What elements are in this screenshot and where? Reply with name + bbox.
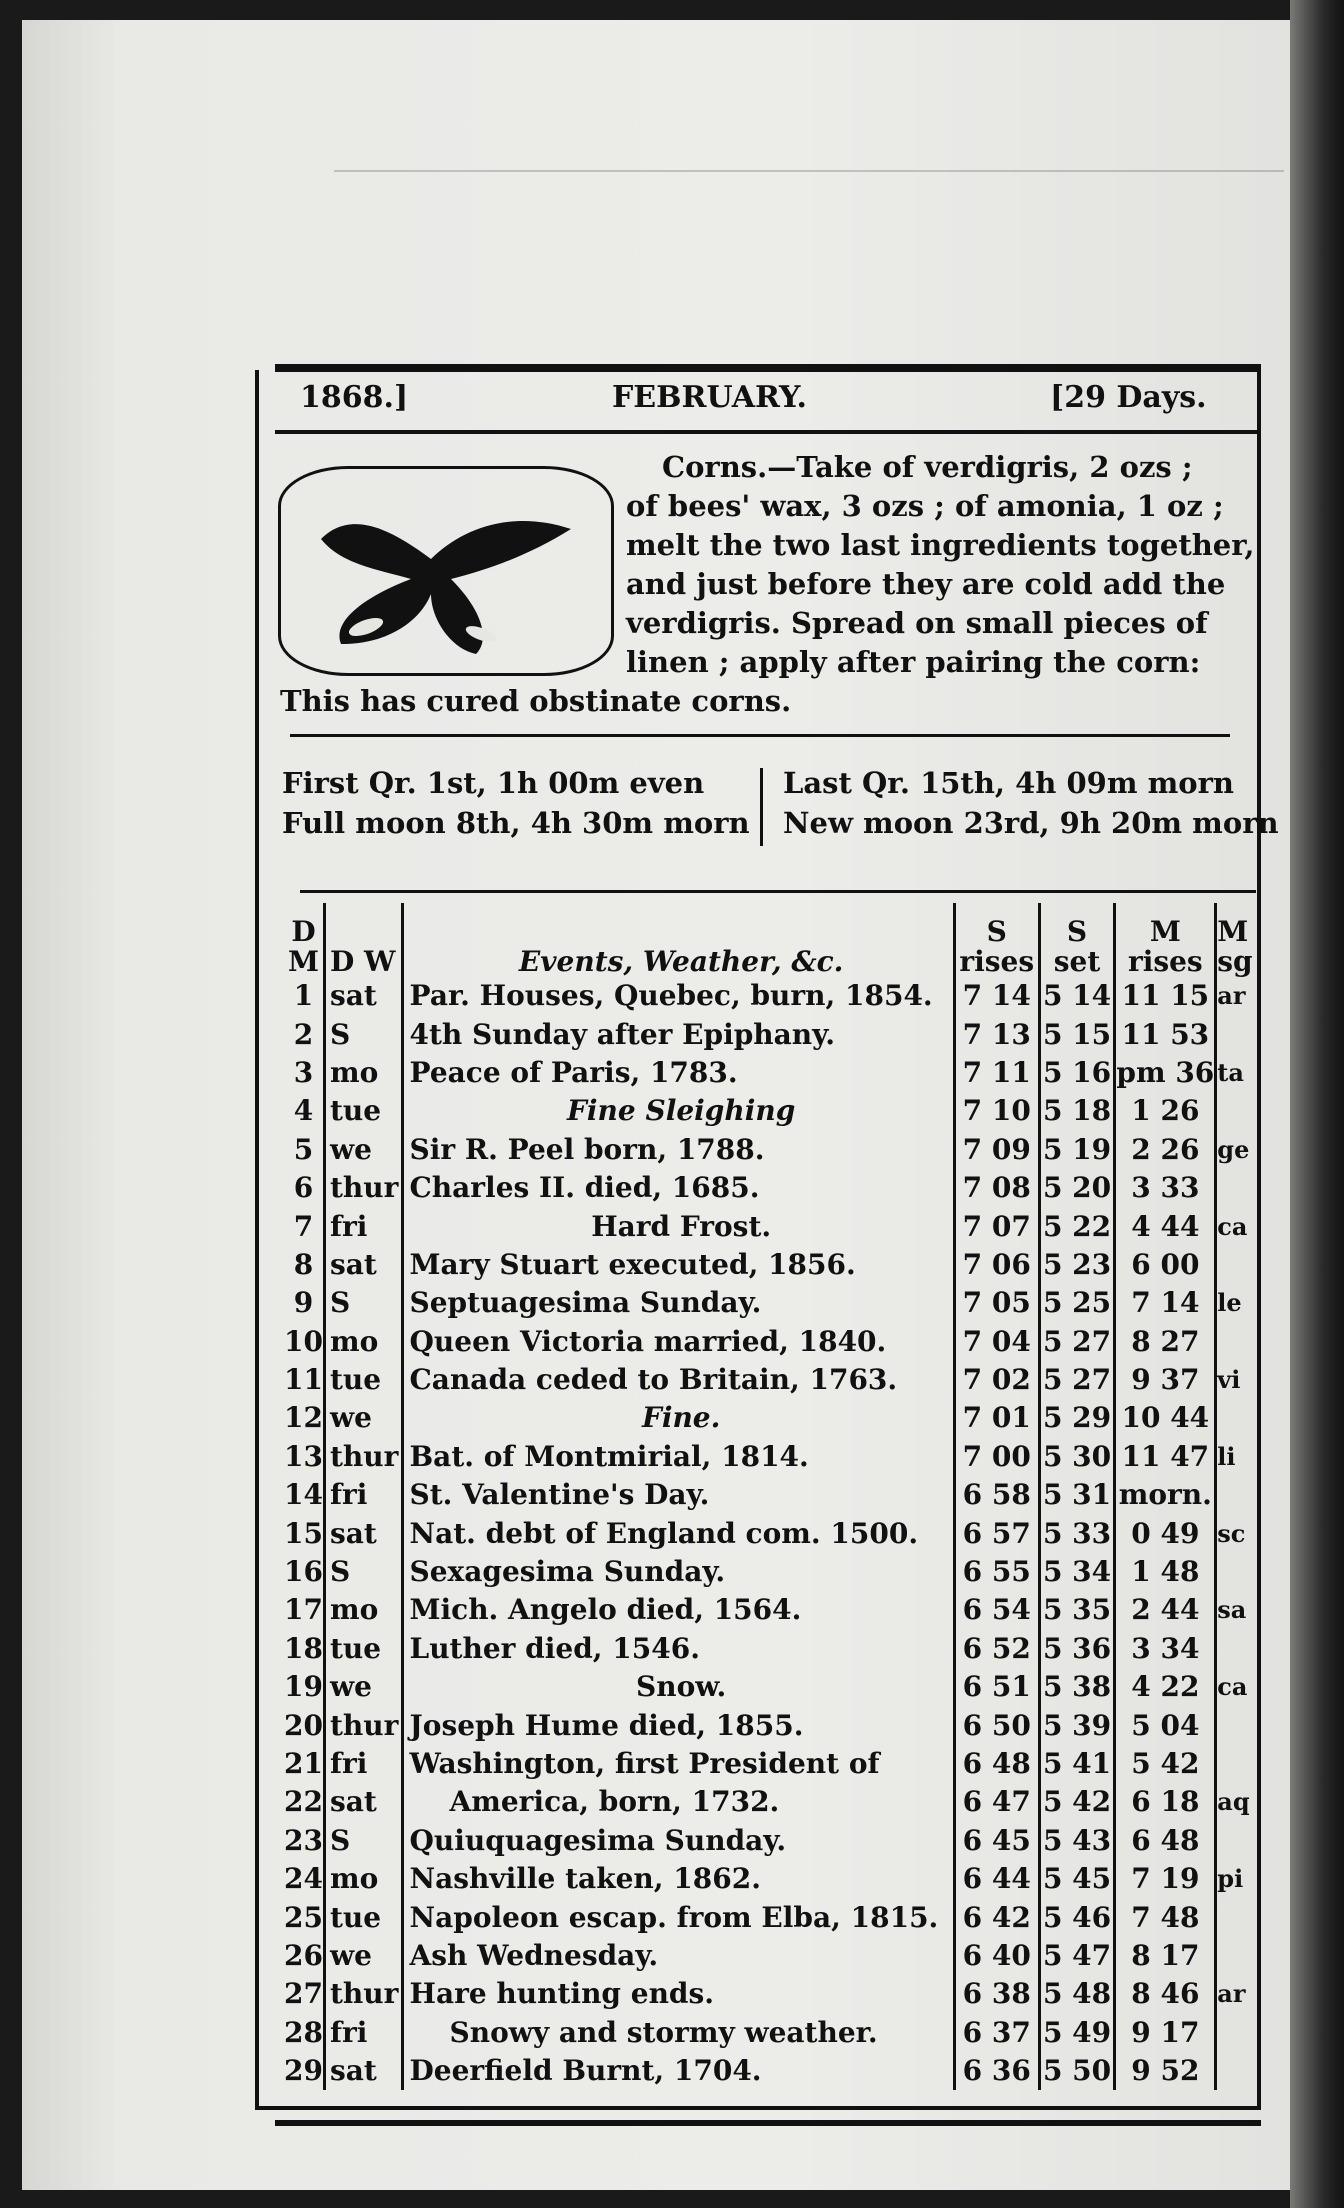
moon-rises: 2 44 [1115,1591,1216,1629]
fly-illustration-frame [278,466,614,676]
moon-sign: sa [1217,1595,1247,1625]
day-of-week: tue [324,1361,402,1399]
day-of-month: 28 [284,2014,324,2052]
sun-set: 5 27 [1039,1361,1115,1399]
day-of-week: fri [324,2014,402,2052]
moon-rises: 10 44 [1115,1399,1216,1437]
event-text: Fine. [641,1401,721,1435]
table-row [284,2052,1254,2090]
moon-rises: 8 46 [1115,1975,1216,2013]
moon-sign [1216,1745,1254,1783]
table-row [284,1937,1254,1975]
sun-rises: 6 40 [954,1937,1039,1975]
moon-rises: 9 17 [1115,2014,1216,2052]
day-of-month: 11 [284,1361,324,1399]
moon-sign [1216,1323,1254,1361]
sun-rises: 6 45 [954,1822,1039,1860]
sun-set: 5 39 [1039,1706,1115,1744]
moon-rises: 4 44 [1115,1207,1216,1245]
moon-rises: 9 37 [1115,1361,1216,1399]
sun-rises: 7 00 [954,1438,1039,1476]
sun-set: 5 19 [1039,1131,1115,1169]
calendar-body [284,977,1254,2090]
sun-set: 5 14 [1039,977,1115,1015]
moon-sign [1216,1169,1254,1207]
day-of-month: 24 [284,1860,324,1898]
moon-sign: vi [1217,1365,1241,1395]
day-of-week: S [324,1284,402,1322]
sun-rises: 7 11 [954,1054,1039,1092]
sun-set: 5 41 [1039,1745,1115,1783]
month-header [290,380,1250,426]
day-of-month: 17 [284,1591,324,1629]
sun-set: 5 34 [1039,1553,1115,1591]
event-text: Snowy and stormy weather. [449,2015,878,2049]
full-moon: Full moon 8th, 4h 30m morn [282,806,750,840]
header-rule [275,430,1261,434]
moon-sign [1216,1898,1254,1936]
bottom-border [275,2120,1261,2126]
event-text: Canada ceded to Britain, 1763. [409,1363,898,1397]
day-of-month: 14 [284,1476,324,1514]
table-row [284,1822,1254,1860]
day-of-month: 13 [284,1438,324,1476]
book-spine [1290,0,1344,2208]
moon-sign [1216,1399,1254,1437]
sun-rises: 6 52 [954,1630,1039,1668]
event-text: Septuagesima Sunday. [409,1286,762,1320]
moon-rises: 11 47 [1115,1438,1216,1476]
day-of-week: mo [324,1323,402,1361]
moon-sign [1216,2052,1254,2090]
sun-rises: 6 55 [954,1553,1039,1591]
day-of-month: 15 [284,1514,324,1552]
table-row [284,1898,1254,1936]
sun-rises: 7 06 [954,1246,1039,1284]
moon-rises: 0 49 [1115,1514,1216,1552]
table-header-row [284,903,1254,977]
sun-set: 5 46 [1039,1898,1115,1936]
table-row [284,1169,1254,1207]
event-text: Quiuquagesima Sunday. [409,1823,787,1857]
sun-rises: 6 58 [954,1476,1039,1514]
phase-divider [760,768,763,846]
sun-set: 5 29 [1039,1399,1115,1437]
day-of-week: thur [324,1706,402,1744]
fly-icon [281,469,611,673]
recipe-line: This has cured obstinate corns. [280,684,792,718]
table-row [284,1668,1254,1706]
event-text: Nashville taken, 1862. [409,1862,761,1896]
event-text: Sir R. Peel born, 1788. [409,1132,765,1166]
col-header-sun-rises: S rises [954,903,1039,977]
event-text: Peace of Paris, 1783. [409,1055,738,1089]
day-of-week: S [324,1015,402,1053]
day-of-week: we [324,1937,402,1975]
sun-rises: 6 57 [954,1514,1039,1552]
moon-sign [1216,1015,1254,1053]
day-of-month: 20 [284,1706,324,1744]
moon-sign: pi [1217,1864,1244,1894]
day-of-month: 21 [284,1745,324,1783]
event-text: Luther died, 1546. [409,1631,700,1665]
sun-set: 5 15 [1039,1015,1115,1053]
sun-set: 5 25 [1039,1284,1115,1322]
table-row [284,1284,1254,1322]
event-text: Joseph Hume died, 1855. [409,1708,804,1742]
day-of-month: 3 [284,1054,324,1092]
moon-sign: ca [1217,1672,1248,1702]
sun-set: 5 50 [1039,2052,1115,2090]
event-text: Fine Sleighing [567,1094,796,1128]
day-of-week: mo [324,1591,402,1629]
day-of-week: thur [324,1975,402,2013]
sun-set: 5 22 [1039,1207,1115,1245]
table-row [284,1015,1254,1053]
last-quarter: Last Qr. 15th, 4h 09m morn [783,766,1234,800]
moon-sign [1216,1553,1254,1591]
day-of-month: 29 [284,2052,324,2090]
table-row [284,1207,1254,1245]
table-row [284,1399,1254,1437]
sun-rises: 6 38 [954,1975,1039,2013]
day-of-month: 7 [284,1207,324,1245]
day-of-week: sat [324,2052,402,2090]
moon-rises: 8 27 [1115,1323,1216,1361]
sun-rises: 7 10 [954,1092,1039,1130]
sun-set: 5 33 [1039,1514,1115,1552]
sun-rises: 7 01 [954,1399,1039,1437]
day-of-month: 12 [284,1399,324,1437]
day-of-week: we [324,1668,402,1706]
moon-sign [1216,1246,1254,1284]
recipe-line: and just before they are cold add the [626,567,1226,601]
event-text: Hard Frost. [591,1209,772,1243]
table-row [284,1514,1254,1552]
day-of-week: fri [324,1207,402,1245]
sun-set: 5 20 [1039,1169,1115,1207]
sun-set: 5 48 [1039,1975,1115,2013]
day-of-week: fri [324,1476,402,1514]
moon-rises: 9 52 [1115,2052,1216,2090]
day-of-week: mo [324,1860,402,1898]
sun-rises: 7 09 [954,1131,1039,1169]
sun-set: 5 30 [1039,1438,1115,1476]
sun-rises: 7 05 [954,1284,1039,1322]
table-row [284,1131,1254,1169]
moon-sign: ar [1217,981,1246,1011]
new-moon: New moon 23rd, 9h 20m morn [783,806,1279,840]
bleed-through-text [334,170,1284,380]
moon-rises: 4 22 [1115,1668,1216,1706]
sun-rises: 6 44 [954,1860,1039,1898]
day-of-month: 23 [284,1822,324,1860]
day-of-week: we [324,1131,402,1169]
col-header-dm: D M [284,903,324,977]
event-text: St. Valentine's Day. [409,1478,710,1512]
day-of-week: thur [324,1169,402,1207]
day-of-week: sat [324,1246,402,1284]
day-of-week: tue [324,1092,402,1130]
day-of-month: 8 [284,1246,324,1284]
day-of-week: thur [324,1438,402,1476]
event-text: Mich. Angelo died, 1564. [409,1593,802,1627]
year-label: 1868.] [300,380,409,415]
moon-sign [1216,2014,1254,2052]
table-row [284,1553,1254,1591]
recipe-line: Corns.—Take of verdigris, 2 ozs ; [662,450,1193,484]
moon-rises: 3 33 [1115,1169,1216,1207]
day-of-month: 5 [284,1131,324,1169]
day-of-month: 19 [284,1668,324,1706]
event-text: Washington, first President of [409,1747,880,1780]
event-text: Queen Victoria married, 1840. [409,1324,887,1358]
event-text: Deerfield Burnt, 1704. [409,2054,762,2088]
sun-set: 5 18 [1039,1092,1115,1130]
moon-sign: ca [1217,1211,1248,1241]
days-count: [29 Days. [1050,380,1207,415]
sun-rises: 7 08 [954,1169,1039,1207]
moon-rises: 11 15 [1115,977,1216,1015]
day-of-month: 1 [284,977,324,1015]
table-row [284,1783,1254,1821]
sun-set: 5 38 [1039,1668,1115,1706]
day-of-week: we [324,1399,402,1437]
moon-rises: 3 34 [1115,1630,1216,1668]
sun-set: 5 43 [1039,1822,1115,1860]
day-of-month: 27 [284,1975,324,2013]
moon-sign [1216,1476,1254,1514]
day-of-month: 26 [284,1937,324,1975]
event-text: Charles II. died, 1685. [409,1171,760,1205]
calendar-table [284,903,1254,2090]
sun-rises: 6 48 [954,1745,1039,1783]
day-of-week: S [324,1553,402,1591]
moon-rises: 2 26 [1115,1131,1216,1169]
event-text: America, born, 1732. [449,1785,780,1819]
moon-rises: 7 14 [1115,1284,1216,1322]
table-row [284,1476,1254,1514]
recipe-line: of bees' wax, 3 ozs ; of amonia, 1 oz ; [626,489,1224,523]
day-of-week: sat [324,977,402,1015]
table-row [284,1745,1254,1783]
moon-rises: morn. [1115,1476,1216,1514]
event-text: 4th Sunday after Epiphany. [409,1017,835,1051]
day-of-week: mo [324,1054,402,1092]
sun-rises: 6 42 [954,1898,1039,1936]
moon-rises: 6 00 [1115,1246,1216,1284]
moon-rises: 1 26 [1115,1092,1216,1130]
day-of-week: sat [324,1783,402,1821]
day-of-month: 9 [284,1284,324,1322]
sun-rises: 6 51 [954,1668,1039,1706]
moon-sign: ge [1217,1134,1250,1164]
moon-rises: 8 17 [1115,1937,1216,1975]
day-of-month: 2 [284,1015,324,1053]
table-row [284,1438,1254,1476]
sun-set: 5 31 [1039,1476,1115,1514]
moon-sign: li [1217,1441,1236,1471]
table-row [284,977,1254,1015]
sun-set: 5 47 [1039,1937,1115,1975]
moon-rises: 6 48 [1115,1822,1216,1860]
event-text: Snow. [636,1670,727,1704]
sun-rises: 7 14 [954,977,1039,1015]
moon-sign [1216,1706,1254,1744]
event-text: Sexagesima Sunday. [409,1555,726,1589]
col-header-moon-rises: M rises [1115,903,1216,977]
table-row [284,1361,1254,1399]
recipe-rule [290,734,1230,737]
day-of-month: 18 [284,1630,324,1668]
event-text: Nat. debt of England com. 1500. [409,1516,919,1550]
table-row [284,1323,1254,1361]
moon-rises: pm 36 [1115,1054,1216,1092]
event-text: Mary Stuart executed, 1856. [409,1247,856,1281]
recipe-line: linen ; apply after pairing the corn: [626,645,1201,679]
table-row [284,1860,1254,1898]
table-row [284,1246,1254,1284]
sun-rises: 6 37 [954,2014,1039,2052]
table-row [284,1706,1254,1744]
table-row [284,1630,1254,1668]
sun-set: 5 35 [1039,1591,1115,1629]
table-row [284,1054,1254,1092]
sun-set: 5 42 [1039,1783,1115,1821]
table-row [284,1092,1254,1130]
sun-rises: 7 04 [954,1323,1039,1361]
moon-sign: ta [1217,1057,1244,1087]
moon-sign: sc [1217,1518,1246,1548]
moon-sign: le [1217,1288,1242,1318]
first-quarter: First Qr. 1st, 1h 00m even [282,766,705,800]
moon-rises: 11 53 [1115,1015,1216,1053]
day-of-week: sat [324,1514,402,1552]
day-of-month: 6 [284,1169,324,1207]
sun-set: 5 27 [1039,1323,1115,1361]
event-text: Napoleon escap. from Elba, 1815. [409,1900,939,1934]
sun-rises: 7 13 [954,1015,1039,1053]
day-of-month: 22 [284,1783,324,1821]
event-text: Ash Wednesday. [409,1938,659,1972]
table-row [284,1591,1254,1629]
recipe-line: verdigris. Spread on small pieces of [626,606,1208,640]
sun-rises: 6 50 [954,1706,1039,1744]
moon-rises: 6 18 [1115,1783,1216,1821]
sun-set: 5 16 [1039,1054,1115,1092]
sun-rises: 7 02 [954,1361,1039,1399]
day-of-week: tue [324,1630,402,1668]
table-row [284,2014,1254,2052]
month-title: FEBRUARY. [612,380,807,415]
sun-rises: 6 47 [954,1783,1039,1821]
moon-sign [1216,1092,1254,1130]
sun-set: 5 36 [1039,1630,1115,1668]
moon-rises: 5 04 [1115,1706,1216,1744]
sun-rises: 6 36 [954,2052,1039,2090]
table-row [284,1975,1254,2013]
col-header-dw: D W [324,903,402,977]
sun-set: 5 49 [1039,2014,1115,2052]
moon-rises: 5 42 [1115,1745,1216,1783]
moon-rises: 7 19 [1115,1860,1216,1898]
day-of-month: 16 [284,1553,324,1591]
moon-rises: 1 48 [1115,1553,1216,1591]
moon-sign [1216,1822,1254,1860]
recipe-line: melt the two last ingredients together, [626,528,1255,562]
day-of-month: 25 [284,1898,324,1936]
event-text: Hare hunting ends. [409,1977,715,2011]
sun-rises: 6 54 [954,1591,1039,1629]
moon-sign: ar [1217,1979,1246,2009]
sun-rises: 7 07 [954,1207,1039,1245]
event-text: Par. Houses, Quebec, burn, 1854. [409,979,933,1013]
col-header-moon-sign: M sg [1217,915,1253,978]
day-of-week: S [324,1822,402,1860]
moon-sign [1216,1937,1254,1975]
day-of-week: tue [324,1898,402,1936]
moon-sign [1216,1630,1254,1668]
day-of-week: fri [324,1745,402,1783]
col-header-sun-set: S set [1039,903,1115,977]
phase-rule [300,890,1256,893]
col-header-events: Events, Weather, &c. [518,945,844,978]
moon-sign: aq [1217,1787,1250,1817]
sun-set: 5 45 [1039,1860,1115,1898]
event-text: Bat. of Montmirial, 1814. [409,1439,809,1473]
sun-set: 5 23 [1039,1246,1115,1284]
day-of-month: 10 [284,1323,324,1361]
day-of-month: 4 [284,1092,324,1130]
moon-rises: 7 48 [1115,1898,1216,1936]
